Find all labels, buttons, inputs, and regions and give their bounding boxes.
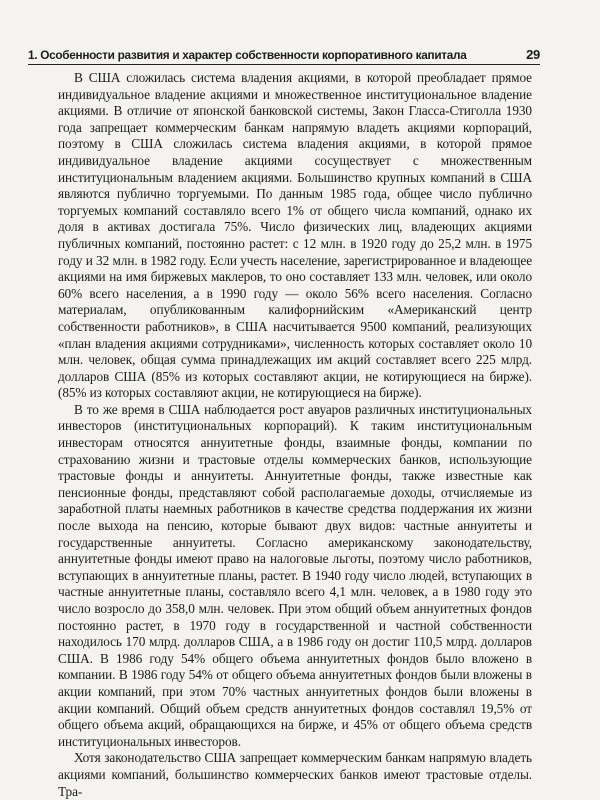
paragraph: В то же время в США наблюдается рост авуаров различных институциональных инвесторов (институциональных корпораций). К таким институциональным инвесторам относятся аннуитетные фонды, взаимные фонды, компании по страхованию жизни и трастовые отделы коммерческих банков, использующие трастовые фонды и аннуитеты. Аннуитетные фонды, также известные как пенсионные фонды, представляют собой располагаемые доходы, отчисляемые из заработной платы наемных работников в качестве средства поддержания их жизни после выхода на пенсию, которые бывают двух видов: частные аннуитеты и государственные аннуитеты. Согласно американскому законодательству, аннуитетные фонды имеют право на налоговые льготы, поэтому число работников, вступающих в аннуитетные планы, растет. В 1940 году число людей, вступающих в частные аннуитетные планы, составляло всего 4,1 млн. человек, а в 1980 году это число возросло до 358,0 млн. человек. При этом общий объем аннуитетных фондов постоянно растет, в 1970 году в государственной и частной собственности находилось 170 млрд. долларов США, а в 1986 году он достиг 110,5 млрд. долларов США. В 1986 году 54% общего объема аннуитетных фондов было вложено в компании. В 1986 году 54% от общего объема аннуитетных фондов были вложены в акции компаний, при этом 70% частных аннуитетных фондов были вложены в акции компаний. Общий объем средств аннуитетных фондов составлял 19,5% от общего объема акций, обращающихся на бирже, и 45% от общего объема средств институциональных инвесторов. xyxy=(58,401,532,749)
header-rule xyxy=(28,64,540,65)
paragraph: В США сложилась система владения акциями, в которой преобладает прямое индивидуальное владение акциями и множественное институциональное владение акциями. В отличие от японской банковской системы, Закон Гласса-Стиголла 1930 года запрещает коммерческим банкам напрямую владеть акциями корпораций, поэтому в США сложилась система владения акциями, в которой прямое индивидуальное владение акциями сосуществует с множественным институциональным владением акциями. Большинство крупных компаний в США являются публично торгуемыми. По данным 1985 года, общее число публично торгуемых компаний составляло всего 1% от общего числа компаний, однако их доля в активах достигала 75%. Число физических лиц, владеющих акциями публичных компаний, постоянно растет: с 12 млн. в 1920 году до 25,2 млн. в 1975 году и 32 млн. в 1982 году. Если учесть население, зарегистрированное и владеющее акциями на имя биржевых маклеров, то оно составляет 133 млн. человек, или около 60% всего населения, а в 1990 году — около 56% всего населения. Согласно материалам, опубликованным калифорнийским «Американский центр собственности работников», в США насчитывается 9500 компаний, реализующих «план владения акциями сотрудниками», численность которых составляет около 10 млн. человек, общая сумма принадлежащих им акций составляет всего 225 млрд. долларов США (85% из которых составляют акции, не котирующиеся на бирже). (85% из которых составляют акции, не котирующиеся на бирже). xyxy=(58,70,532,401)
paragraph: Хотя законодательство США запрещает коммерческим банкам напрямую владеть акциями компаний, большинство коммерческих банков имеют трастовые отделы. Тра- xyxy=(58,750,532,799)
body-text xyxy=(58,70,532,800)
chapter-title: 1. Особенности развития и характер собственности корпоративного капитала xyxy=(28,48,467,62)
running-head xyxy=(28,44,540,62)
page-number: 29 xyxy=(526,47,540,62)
